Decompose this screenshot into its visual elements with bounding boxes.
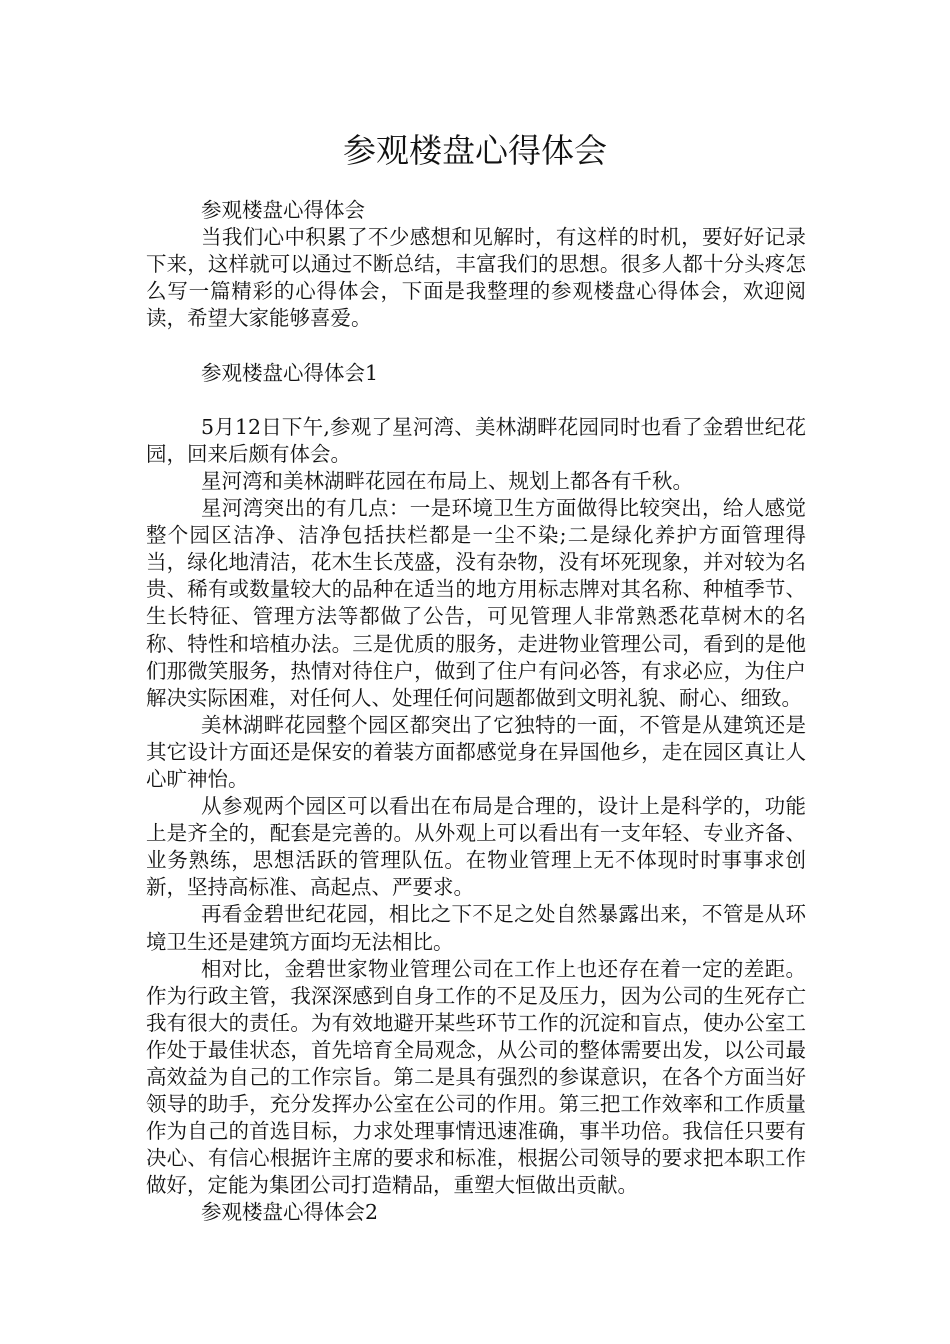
intro-heading: 参观楼盘心得体会 <box>201 198 365 222</box>
document-title: 参观楼盘心得体会 <box>343 131 607 170</box>
intro-paragraph: 当我们心中积累了不少感想和见解时，有这样的时机，要好好记录下来，这样就可以通过不断总结，丰富我们的思想。很多人都十分头疼怎么写一篇精彩的心得体会，下面是我整理的参观楼盘心得体会，欢迎阅读，希望大家能够喜爱。 <box>146 225 806 331</box>
body-paragraph: 从参观两个园区可以看出在布局是合理的，设计上是科学的，功能上是齐全的，配套是完善的。从外观上可以看出有一支年轻、专业齐备、业务熟练，思想活跃的管理队伍。在物业管理上无不体现时时事事求创新，坚持高标准、高起点、严要求。 <box>146 794 806 900</box>
section-heading-1: 参观楼盘心得体会1 <box>201 360 379 385</box>
body-paragraph: 星河湾突出的有几点：一是环境卫生方面做得比较突出，给人感觉整个园区洁净、洁净包括扶栏都是一尘不染;二是绿化养护方面管理得当，绿化地清洁，花木生长茂盛，没有杂物，没有坏死现象，并对较为名贵、稀有或数量较大的品种在适当的地方用标志牌对其名称、种植季节、生长特征、管理方法等都做了公告，可见管理人非常熟悉花草树木的名称、特性和培植办法。三是优质的服务，走进物业管理公司，看到的是他们那微笑服务，热情对待住户，做到了住户有问必答，有求必应，为住户解决实际困难，对任何人、处理任何问题都做到文明礼貌、耐心、细致。 <box>146 496 806 710</box>
body-paragraph: 5月12日下午,参观了星河湾、美林湖畔花园同时也看了金碧世纪花园，回来后颇有体会。 <box>146 414 806 466</box>
document-body <box>146 197 806 1227</box>
body-paragraph: 星河湾和美林湖畔花园在布局上、规划上都各有千秋。 <box>201 468 693 493</box>
body-paragraph: 相对比，金碧世家物业管理公司在工作上也还存在着一定的差距。作为行政主管，我深深感到自身工作的不足及压力，因为公司的生死存亡我有很大的责任。为有效地避开某些环节工作的沉淀和盲点，使办公室工作处于最佳状态，首先培育全局观念，从公司的整体需要出发，以公司最高效益为自己的工作宗旨。第二是具有强烈的参谋意识，在各个方面当好领导的助手，充分发挥办公室在公司的作用。第三把工作效率和工作质量作为自己的首选目标，力求处理事情迅速准确，事半功倍。我信任只要有决心、有信心根据许主席的要求和标准，根据公司领导的要求把本职工作做好，定能为集团公司打造精品，重塑大恒做出贡献。 <box>146 956 806 1198</box>
body-paragraph: 美林湖畔花园整个园区都突出了它独特的一面，不管是从建筑还是其它设计方面还是保安的着装方面都感觉身在异国他乡，走在园区真让人心旷神怡。 <box>146 712 806 791</box>
section-heading-2: 参观楼盘心得体会2 <box>201 1200 379 1225</box>
body-paragraph: 再看金碧世纪花园，相比之下不足之处自然暴露出来，不管是从环境卫生还是建筑方面均无法相比。 <box>146 902 806 954</box>
